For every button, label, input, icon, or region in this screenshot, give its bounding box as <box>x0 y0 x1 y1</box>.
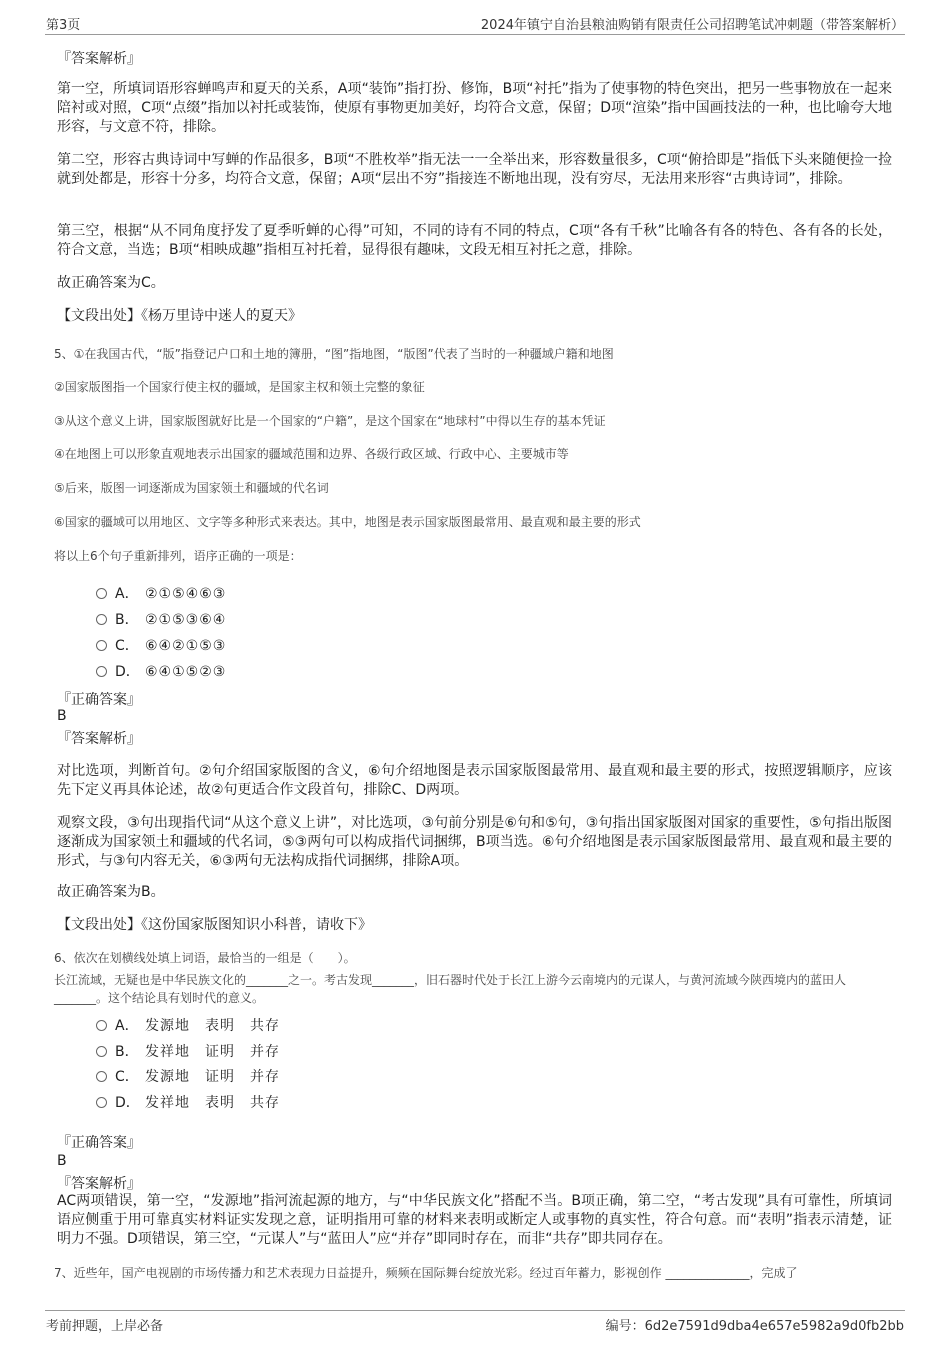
q4-analysis-label: 『答案解析』 <box>57 51 141 67</box>
header-divider <box>45 34 905 35</box>
q6-option-b[interactable]: B． 发祥地 证明 并存 <box>96 1041 280 1061</box>
radio-icon[interactable] <box>96 1097 107 1108</box>
q4-source: 【文段出处】《杨万里诗中迷人的夏天》 <box>57 308 302 324</box>
q4-analysis-p2: 第二空，形容古典诗词中写蝉的作品很多，B项“不胜枚举”指无法一一全举出来，形容数量很多，C项“俯拾即是”指低下头来随便捡一捡就到处都是，形容十分多，均符合文意，保留；A项“层出不穷”指接连不断地出现，没有穷尽，无法用来形容“古典诗词”，排除。 <box>57 152 892 187</box>
radio-icon[interactable] <box>96 666 107 677</box>
q5-sentence-6: ⑥国家的疆域可以用地区、文字等多种形式来表达。其中，地图是表示国家版图最常用、最直观和最主要的形式 <box>54 515 641 529</box>
q4-analysis-p1: 第一空，所填词语形容蝉鸣声和夏天的关系，A项“装饰”指打扮、修饰，B项“衬托”指为了使事物的特色突出，把另一些事物放在一起来陪衬或对照，C项“点缀”指加以衬托或装饰，使原有事物更加美好，均符合文意，保留；D项“渲染”指中国画技法的一种，也比喻夸大地形容，与文意不符，排除。 <box>57 81 892 135</box>
q5-sentence-5: ⑤后来，版图一词逐渐成为国家领土和疆域的代名词 <box>54 481 329 495</box>
q5-sentence-2: ②国家版图指一个国家行使主权的疆域，是国家主权和领土完整的象征 <box>54 380 425 394</box>
q5-option-c[interactable]: C． ⑥④②①⑤③ <box>96 635 226 655</box>
document-title: 2024年镇宁自治县粮油购销有限责任公司招聘笔试冲刺题（带答案解析） <box>480 18 904 33</box>
q6-answer: B <box>57 1153 67 1169</box>
q5-conclusion: 故正确答案为B。 <box>57 884 165 900</box>
q6-stem: 6、依次在划横线处填上词语，最恰当的一组是（ ）。 <box>54 951 356 965</box>
q5-option-b[interactable]: B． ②①⑤③⑥④ <box>96 609 226 629</box>
q6-option-d[interactable]: D． 发祥地 表明 共存 <box>96 1092 280 1112</box>
q5-answer: B <box>57 708 67 724</box>
q5-source: 【文段出处】《这份国家版图知识小科普，请收下》 <box>57 917 372 933</box>
q5-sentence-4: ④在地图上可以形象直观地表示出国家的疆域范围和边界、各级行政区域、行政中心、主要城市等 <box>54 447 569 461</box>
q6-analysis-label: 『答案解析』 <box>57 1176 141 1192</box>
q4-analysis-p3: 第三空，根据“从不同角度抒发了夏季听蝉的心得”可知，不同的诗有不同的特点，C项“各有千秋”比喻各有各的特色、各有各的长处，符合文意，当选；B项“相映成趣”指相互衬托着，显得很有趣味，文段无相互衬托之意，排除。 <box>57 223 892 258</box>
footer-code <box>606 1315 904 1334</box>
radio-icon[interactable] <box>96 588 107 599</box>
q5-option-d[interactable]: D． ⑥④①⑤②③ <box>96 661 226 681</box>
q6-option-c[interactable]: C． 发源地 证明 并存 <box>96 1066 280 1086</box>
q5-prompt: 将以上6个句子重新排列，语序正确的一项是： <box>54 549 302 563</box>
q6-passage: 长江流域，无疑也是中华民族文化的_______之一。考古发现_______，旧石器时代处于长江上游今云南境内的元谋人，与黄河流域今陕西境内的蓝田人_______。这个结论具有划时代的意义。 <box>54 973 847 1005</box>
footer-slogan: 考前押题，上岸必备 <box>46 1319 164 1334</box>
q5-answer-label: 『正确答案』 <box>57 692 141 708</box>
footer-code-label: 编号： <box>605 1319 645 1334</box>
q6-answer-label: 『正确答案』 <box>57 1135 141 1151</box>
q5-sentence-1: 5、①在我国古代，“版”指登记户口和土地的簿册，“图”指地图，“版图”代表了当时的一种疆域户籍和地图 <box>54 347 614 361</box>
radio-icon[interactable] <box>96 1020 107 1031</box>
q4-conclusion: 故正确答案为C。 <box>57 275 165 291</box>
radio-icon[interactable] <box>96 1046 107 1057</box>
radio-icon[interactable] <box>96 614 107 625</box>
q5-analysis-label: 『答案解析』 <box>57 731 141 747</box>
page-number: 第3页 <box>46 18 81 33</box>
q5-option-a[interactable]: A． ②①⑤④⑥③ <box>96 583 226 603</box>
q7-stem: 7、近些年，国产电视剧的市场传播力和艺术表现力日益提升，频频在国际舞台绽放光彩。经过百年蓄力，影视创作 ______________，完成了 <box>54 1266 798 1280</box>
q5-analysis-p2: 观察文段，③句出现指代词“从这个意义上讲”，对比选项，③句前分别是⑥句和⑤句，③句指出国家版图对国家的重要性，⑤句指出版图逐渐成为国家领土和疆域的代名词，⑤③两句可以构成指代词捆绑，B项当选。⑥句介绍地图是表示国家版图最常用、最直观和最主要的形式，与③句内容无关，⑥③两句无法构成指代词捆绑，排除A项。 <box>57 815 892 869</box>
q5-sentence-3: ③从这个意义上讲，国家版图就好比是一个国家的“户籍”，是这个国家在“地球村”中得以生存的基本凭证 <box>54 414 606 428</box>
q5-analysis-p1: 对比选项，判断首句。②句介绍国家版图的含义，⑥句介绍地图是表示国家版图最常用、最直观和最主要的形式，按照逻辑顺序，应该先下定义再具体论述，故②句更适合作文段首句，排除C、D两项。 <box>57 763 892 798</box>
radio-icon[interactable] <box>96 1071 107 1082</box>
footer-divider <box>45 1310 905 1311</box>
q6-option-a[interactable]: A． 发源地 表明 共存 <box>96 1015 280 1035</box>
footer-code-value: 6d2e7591d9dba4e657e5982a9d0fb2bb <box>644 1319 904 1334</box>
radio-icon[interactable] <box>96 640 107 651</box>
q6-analysis: AC两项错误，第一空，“发源地”指河流起源的地方，与“中华民族文化”搭配不当。B项正确，第二空，“考古发现”具有可靠性，所填词语应侧重于用可靠真实材料证实发现之意，证明指用可靠的材料来表明或断定人或事物的真实性，符合句意。而“表明”指表示清楚，证明力不强。D项错误，第三空，“元谋人”与“蓝田人”应“并存”即同时存在，而非“共存”即共同存在。 <box>57 1193 892 1247</box>
